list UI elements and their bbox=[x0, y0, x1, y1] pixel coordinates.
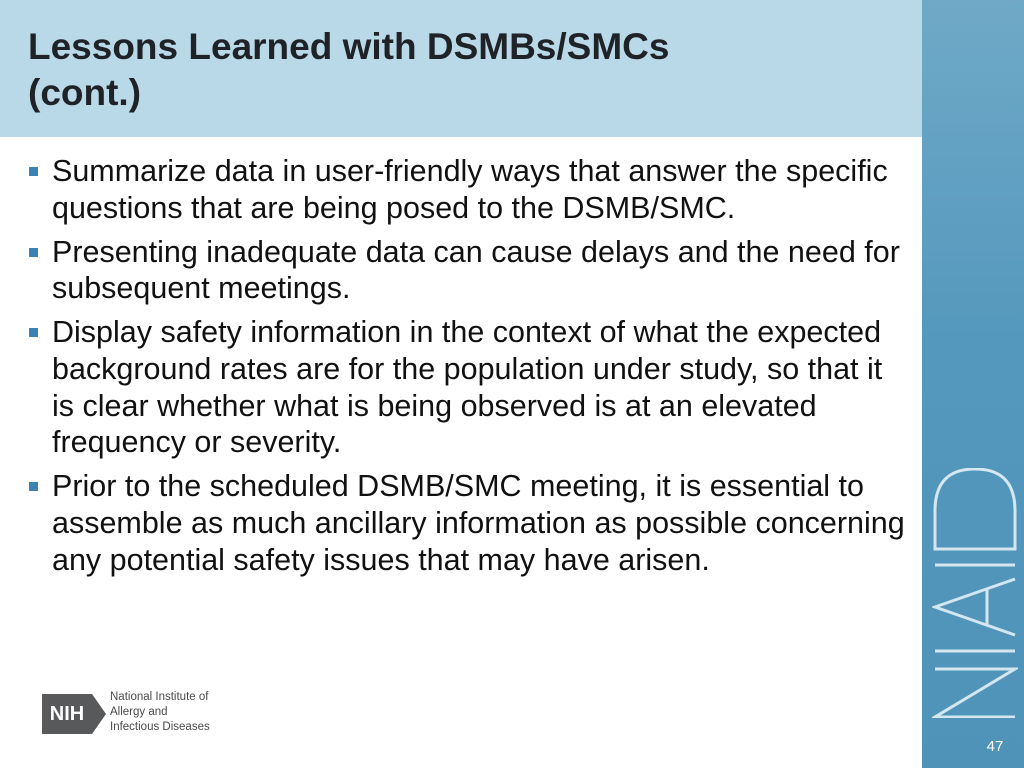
slide-title bbox=[28, 24, 898, 117]
bullet-text: Presenting inadequate data can cause delays and the need for subsequent meetings. bbox=[52, 234, 900, 306]
bullet-item bbox=[26, 468, 906, 578]
bullet-item bbox=[26, 314, 906, 461]
bullet-text: Summarize data in user-friendly ways that answer the specific questions that are being posed to the DSMB/SMC. bbox=[52, 154, 888, 225]
nih-logo-icon: NIH bbox=[42, 694, 92, 734]
institute-name-line-3: Infectious Diseases bbox=[110, 721, 210, 733]
institute-name bbox=[110, 690, 280, 735]
square-bullet-icon bbox=[29, 328, 38, 337]
title-band bbox=[0, 0, 922, 137]
niaid-logo-icon bbox=[932, 468, 1018, 718]
bullet-item bbox=[26, 153, 906, 227]
nih-niaid-footer-logo bbox=[42, 692, 282, 740]
nih-chevron-icon bbox=[92, 694, 106, 734]
institute-name-line-2: Allergy and bbox=[110, 706, 168, 718]
page-number: 47 bbox=[986, 738, 1004, 755]
bullet-item bbox=[26, 234, 906, 308]
square-bullet-icon bbox=[29, 482, 38, 491]
square-bullet-icon bbox=[29, 167, 38, 176]
institute-name-line-1: National Institute of bbox=[110, 691, 209, 703]
square-bullet-icon bbox=[29, 248, 38, 257]
slide-title-line-1: Lessons Learned with DSMBs/SMCs bbox=[28, 26, 670, 67]
bullet-text: Display safety information in the context of what the expected background rates are for the population under study, so that it is clear whether what is being observed is at an elevated frequency or severity. bbox=[52, 315, 883, 460]
slide-title-line-2: (cont.) bbox=[28, 72, 142, 114]
bullet-text: Prior to the scheduled DSMB/SMC meeting, it is essential to assemble as much ancillary information as possible concerning any potential safety issues that may have arisen. bbox=[52, 469, 905, 577]
bullet-list bbox=[26, 153, 906, 585]
